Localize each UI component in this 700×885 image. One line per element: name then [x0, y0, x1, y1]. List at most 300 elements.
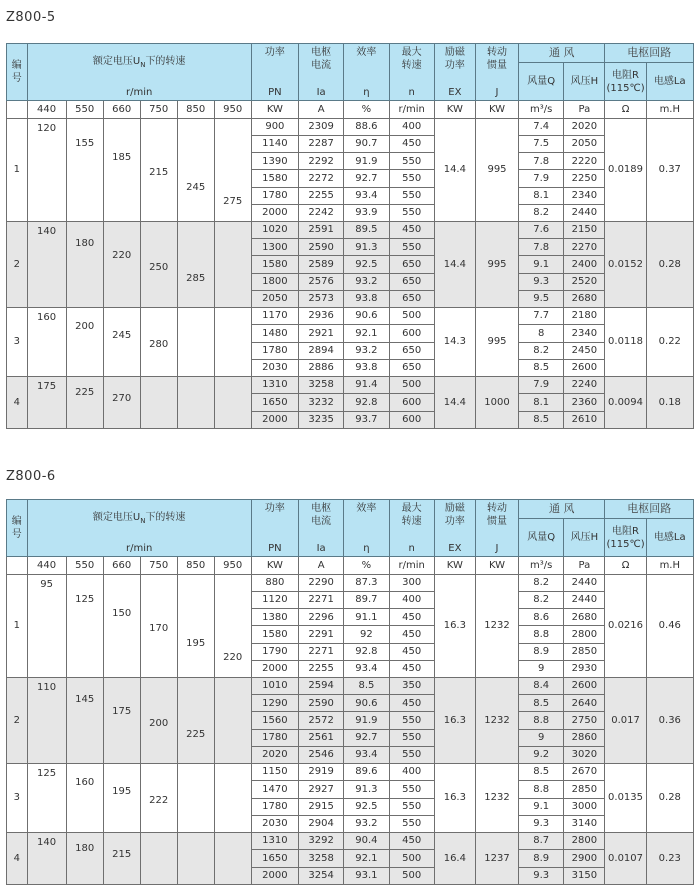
power-value: 1780 — [251, 729, 298, 746]
header-inductance: 电感La — [646, 63, 693, 101]
unit-inertia: KW — [475, 557, 518, 575]
airflow-value: 8.8 — [519, 712, 564, 729]
current-value: 2576 — [299, 273, 344, 290]
power-value: 2050 — [251, 290, 298, 307]
inductance-value: 0.37 — [646, 119, 693, 222]
efficiency-value: 8.5 — [344, 678, 389, 695]
header-number-unit — [7, 557, 28, 575]
power-value: 1580 — [251, 256, 298, 273]
efficiency-value: 93.7 — [344, 411, 389, 428]
header-resistance-label: 电阻R (115℃) — [606, 525, 645, 550]
unit-eff: % — [344, 557, 389, 575]
current-value: 2272 — [299, 170, 344, 187]
power-value: 1290 — [251, 695, 298, 712]
current-value: 3292 — [299, 833, 344, 850]
header-number-label: 编 号 — [11, 60, 22, 84]
pressure-value: 2250 — [564, 170, 605, 187]
pressure-value: 2670 — [564, 764, 605, 781]
rated-speed-cell — [214, 222, 251, 308]
airflow-value: 8.1 — [519, 394, 564, 411]
efficiency-value: 90.4 — [344, 833, 389, 850]
airflow-value: 7.7 — [519, 308, 564, 325]
rated-speed-cell — [214, 575, 251, 678]
efficiency-value: 91.1 — [344, 609, 389, 626]
power-value: 1650 — [251, 394, 298, 411]
rated-speed: 225 — [186, 729, 206, 741]
speed-unit: r/min — [125, 542, 153, 554]
max-speed-value: 600 — [389, 411, 434, 428]
power-value: 1580 — [251, 170, 298, 187]
header-resistance — [605, 519, 646, 557]
header-number — [7, 500, 28, 557]
rated-speed-cell — [27, 119, 66, 222]
unit-power: KW — [251, 557, 298, 575]
header-current-symbol: Ia — [316, 86, 326, 98]
rated-speed-cell — [177, 764, 214, 833]
airflow-value: 9.3 — [519, 867, 564, 884]
header-efficiency-label: 效率 — [356, 503, 377, 514]
efficiency-value: 93.2 — [344, 342, 389, 359]
rated-speed: 250 — [149, 261, 169, 273]
rated-speed: 140 — [37, 837, 57, 848]
max-speed-value: 600 — [389, 394, 434, 411]
airflow-value: 8.8 — [519, 626, 564, 643]
rated-speed-cell — [27, 377, 66, 429]
rated-speed-cell — [140, 222, 177, 308]
efficiency-value: 93.4 — [344, 187, 389, 204]
inductance-value: 0.28 — [646, 222, 693, 308]
rated-speed: 195 — [112, 786, 132, 797]
header-excitation — [434, 500, 475, 557]
unit-excite: KW — [434, 557, 475, 575]
rated-speed: 280 — [149, 339, 169, 350]
rated-speed-cell — [140, 308, 177, 377]
rated-speed-cell — [177, 678, 214, 764]
header-current-label: 电枢 电流 — [311, 503, 332, 527]
unit-excite: KW — [434, 101, 475, 119]
header-excitation-symbol: EX — [448, 542, 462, 554]
efficiency-value: 91.3 — [344, 781, 389, 798]
rated-speed: 215 — [149, 167, 169, 178]
speed-title-main: 额定电压U — [92, 512, 141, 523]
header-inertia — [475, 500, 518, 557]
spec-table — [6, 43, 694, 429]
max-speed-value: 550 — [389, 239, 434, 256]
pressure-value: 2440 — [564, 204, 605, 221]
power-value: 2000 — [251, 867, 298, 884]
airflow-value: 7.8 — [519, 153, 564, 170]
rated-speed-cell — [103, 119, 140, 222]
rated-speed-cell — [66, 222, 103, 308]
header-current-symbol: Ia — [316, 542, 326, 554]
header-inductance: 电感La — [646, 519, 693, 557]
group-number: 3 — [7, 308, 28, 377]
airflow-value: 8 — [519, 325, 564, 342]
rated-speed: 220 — [112, 249, 132, 261]
inertia-value: 1232 — [475, 678, 518, 764]
max-speed-value: 400 — [389, 119, 434, 136]
airflow-value: 9 — [519, 660, 564, 677]
inductance-value: 0.36 — [646, 678, 693, 764]
airflow-value: 8.5 — [519, 764, 564, 781]
unit-inductance: m.H — [646, 101, 693, 119]
rated-speed-cell — [103, 833, 140, 885]
power-value: 1780 — [251, 342, 298, 359]
max-speed-value: 450 — [389, 833, 434, 850]
max-speed-value: 350 — [389, 678, 434, 695]
header-ventilation: 通 风 — [519, 44, 605, 63]
unit-resistance: Ω — [605, 557, 646, 575]
airflow-value: 9.2 — [519, 746, 564, 763]
pressure-value: 2640 — [564, 695, 605, 712]
efficiency-value: 91.9 — [344, 712, 389, 729]
max-speed-value: 650 — [389, 273, 434, 290]
power-value: 1010 — [251, 678, 298, 695]
airflow-value: 7.9 — [519, 170, 564, 187]
pressure-value: 2340 — [564, 187, 605, 204]
rated-speed: 155 — [75, 137, 95, 149]
efficiency-value: 87.3 — [344, 575, 389, 592]
max-speed-value: 550 — [389, 815, 434, 832]
current-value: 2919 — [299, 764, 344, 781]
pressure-value: 2800 — [564, 626, 605, 643]
airflow-value: 9.3 — [519, 273, 564, 290]
header-inertia-symbol: J — [495, 542, 499, 554]
rated-speed: 145 — [75, 693, 95, 705]
power-value: 1150 — [251, 764, 298, 781]
power-value: 1300 — [251, 239, 298, 256]
current-value: 3258 — [299, 850, 344, 867]
header-ventilation: 通 风 — [519, 500, 605, 519]
power-value: 1790 — [251, 643, 298, 660]
current-value: 2546 — [299, 746, 344, 763]
header-current — [299, 500, 344, 557]
rated-speed-cell — [103, 377, 140, 429]
power-value: 1170 — [251, 308, 298, 325]
table-row — [7, 119, 694, 136]
inertia-value: 1000 — [475, 377, 518, 429]
rated-speed-cell — [27, 833, 66, 885]
inductance-value: 0.23 — [646, 833, 693, 885]
voltage-750: 750 — [140, 557, 177, 575]
efficiency-value: 89.6 — [344, 764, 389, 781]
header-excitation — [434, 44, 475, 101]
unit-maxspeed: r/min — [389, 101, 434, 119]
power-value: 900 — [251, 119, 298, 136]
airflow-value: 8.2 — [519, 204, 564, 221]
max-speed-value: 550 — [389, 170, 434, 187]
power-value: 2020 — [251, 746, 298, 763]
current-value: 2927 — [299, 781, 344, 798]
current-value: 2936 — [299, 308, 344, 325]
rated-speed: 125 — [37, 768, 57, 779]
pressure-value: 2150 — [564, 222, 605, 239]
airflow-value: 8.4 — [519, 678, 564, 695]
pressure-value: 2610 — [564, 411, 605, 428]
pressure-value: 2020 — [564, 119, 605, 136]
current-value: 2591 — [299, 222, 344, 239]
excitation-value: 16.3 — [434, 764, 475, 833]
inertia-value: 1232 — [475, 764, 518, 833]
header-power — [251, 44, 298, 101]
unit-pressure: Pa — [564, 101, 605, 119]
efficiency-value: 89.5 — [344, 222, 389, 239]
power-value: 2000 — [251, 411, 298, 428]
unit-resistance: Ω — [605, 101, 646, 119]
max-speed-value: 550 — [389, 153, 434, 170]
resistance-value: 0.0107 — [605, 833, 646, 885]
header-power-symbol: PN — [268, 542, 282, 554]
max-speed-value: 550 — [389, 781, 434, 798]
power-value: 1310 — [251, 833, 298, 850]
table-row — [7, 222, 694, 239]
max-speed-value: 450 — [389, 609, 434, 626]
unit-eff: % — [344, 101, 389, 119]
max-speed-value: 450 — [389, 643, 434, 660]
efficiency-value: 93.9 — [344, 204, 389, 221]
rated-speed: 110 — [37, 682, 57, 693]
header-excitation-symbol: EX — [448, 86, 462, 98]
header-efficiency-label: 效率 — [356, 47, 377, 58]
efficiency-value: 92.1 — [344, 325, 389, 342]
current-value: 2287 — [299, 136, 344, 153]
rated-speed: 200 — [149, 717, 169, 729]
rated-speed-cell — [27, 308, 66, 377]
current-value: 2292 — [299, 153, 344, 170]
inertia-value: 995 — [475, 308, 518, 377]
rated-speed-cell — [140, 377, 177, 429]
efficiency-value: 89.7 — [344, 592, 389, 609]
pressure-value: 2440 — [564, 575, 605, 592]
voltage-950: 950 — [214, 101, 251, 119]
max-speed-value: 550 — [389, 712, 434, 729]
rated-speed: 225 — [75, 387, 95, 399]
unit-inductance: m.H — [646, 557, 693, 575]
max-speed-value: 550 — [389, 187, 434, 204]
header-max-speed-symbol: n — [408, 542, 415, 554]
header-resistance-label: 电阻R (115℃) — [606, 69, 645, 94]
inertia-value: 1237 — [475, 833, 518, 885]
rated-speed-cell — [27, 575, 66, 678]
efficiency-value: 92.8 — [344, 394, 389, 411]
rated-speed-cell — [214, 678, 251, 764]
header-speed — [27, 500, 251, 557]
rated-speed: 175 — [112, 705, 132, 717]
rated-speed-cell — [66, 678, 103, 764]
table-row — [7, 377, 694, 394]
airflow-value: 8.5 — [519, 359, 564, 376]
max-speed-value: 400 — [389, 592, 434, 609]
rated-speed: 195 — [186, 637, 206, 649]
header-inertia-symbol: J — [495, 86, 499, 98]
table-row — [7, 833, 694, 850]
max-speed-value: 450 — [389, 626, 434, 643]
header-speed — [27, 44, 251, 101]
speed-title-sub: N — [140, 61, 146, 69]
airflow-value: 8.2 — [519, 592, 564, 609]
rated-speed: 222 — [149, 795, 169, 806]
efficiency-value: 93.4 — [344, 660, 389, 677]
efficiency-value: 92 — [344, 626, 389, 643]
current-value: 2561 — [299, 729, 344, 746]
group-number: 4 — [7, 833, 28, 885]
model-title: Z800-6 — [6, 469, 56, 484]
efficiency-value: 91.9 — [344, 153, 389, 170]
efficiency-value: 92.7 — [344, 170, 389, 187]
max-speed-value: 450 — [389, 695, 434, 712]
power-value: 2030 — [251, 359, 298, 376]
speed-title-sub: N — [140, 517, 146, 525]
efficiency-value: 92.5 — [344, 798, 389, 815]
current-value: 2589 — [299, 256, 344, 273]
current-value: 2894 — [299, 342, 344, 359]
current-value: 2594 — [299, 678, 344, 695]
rated-speed: 275 — [223, 196, 243, 208]
pressure-value: 2340 — [564, 325, 605, 342]
power-value: 1800 — [251, 273, 298, 290]
airflow-value: 8.5 — [519, 411, 564, 428]
voltage-440: 440 — [27, 557, 66, 575]
pressure-value: 2440 — [564, 592, 605, 609]
header-inertia-label: 转动 惯量 — [487, 503, 507, 527]
rated-speed: 95 — [40, 579, 53, 590]
rated-speed: 245 — [186, 181, 206, 193]
rated-speed: 170 — [149, 623, 169, 634]
speed-title-main: 额定电压U — [92, 56, 141, 67]
header-resistance — [605, 63, 646, 101]
pressure-value: 2860 — [564, 729, 605, 746]
rated-speed: 285 — [186, 273, 206, 285]
efficiency-value: 91.3 — [344, 239, 389, 256]
efficiency-value: 92.7 — [344, 729, 389, 746]
unit-inertia: KW — [475, 101, 518, 119]
rated-speed: 140 — [37, 226, 57, 237]
efficiency-value: 93.2 — [344, 815, 389, 832]
power-value: 1480 — [251, 325, 298, 342]
pressure-value: 2180 — [564, 308, 605, 325]
current-value: 2242 — [299, 204, 344, 221]
inertia-value: 1232 — [475, 575, 518, 678]
efficiency-value: 93.8 — [344, 359, 389, 376]
current-value: 3235 — [299, 411, 344, 428]
pressure-value: 2680 — [564, 290, 605, 307]
max-speed-value: 450 — [389, 136, 434, 153]
max-speed-value: 550 — [389, 746, 434, 763]
rated-speed-cell — [103, 575, 140, 678]
airflow-value: 7.6 — [519, 222, 564, 239]
max-speed-value: 450 — [389, 222, 434, 239]
current-value: 2255 — [299, 187, 344, 204]
spec-table — [6, 499, 694, 885]
power-value: 1650 — [251, 850, 298, 867]
voltage-660: 660 — [103, 557, 140, 575]
airflow-value: 7.9 — [519, 377, 564, 394]
group-number: 1 — [7, 575, 28, 678]
excitation-value: 16.4 — [434, 833, 475, 885]
excitation-value: 14.4 — [434, 119, 475, 222]
power-value: 1140 — [251, 136, 298, 153]
rated-speed-cell — [103, 222, 140, 308]
power-value: 1390 — [251, 153, 298, 170]
max-speed-value: 300 — [389, 575, 434, 592]
airflow-value: 8.9 — [519, 850, 564, 867]
header-inertia-label: 转动 惯量 — [487, 47, 507, 71]
voltage-850: 850 — [177, 101, 214, 119]
current-value: 3232 — [299, 394, 344, 411]
max-speed-value: 500 — [389, 377, 434, 394]
pressure-value: 2930 — [564, 660, 605, 677]
pressure-value: 2600 — [564, 359, 605, 376]
header-power-label: 功率 — [264, 47, 285, 58]
rated-speed-cell — [140, 833, 177, 885]
pressure-value: 2680 — [564, 609, 605, 626]
current-value: 2590 — [299, 239, 344, 256]
model-title: Z800-5 — [6, 10, 56, 25]
header-number — [7, 44, 28, 101]
resistance-value: 0.0094 — [605, 377, 646, 429]
pressure-value: 2900 — [564, 850, 605, 867]
max-speed-value: 550 — [389, 798, 434, 815]
efficiency-value: 90.6 — [344, 308, 389, 325]
pressure-value: 2750 — [564, 712, 605, 729]
pressure-value: 2600 — [564, 678, 605, 695]
current-value: 2271 — [299, 643, 344, 660]
header-power — [251, 500, 298, 557]
max-speed-value: 650 — [389, 359, 434, 376]
rated-speed: 180 — [75, 237, 95, 249]
rated-speed-cell — [27, 678, 66, 764]
rated-speed-cell — [140, 678, 177, 764]
rated-speed-cell — [177, 833, 214, 885]
airflow-value: 8.1 — [519, 187, 564, 204]
current-value: 2921 — [299, 325, 344, 342]
inductance-value: 0.18 — [646, 377, 693, 429]
rated-speed: 220 — [223, 652, 243, 664]
header-efficiency-symbol: η — [363, 542, 370, 554]
excitation-value: 14.3 — [434, 308, 475, 377]
rated-speed-cell — [140, 764, 177, 833]
efficiency-value: 93.2 — [344, 273, 389, 290]
unit-current: A — [299, 557, 344, 575]
excitation-value: 16.3 — [434, 678, 475, 764]
header-power-label: 功率 — [264, 503, 285, 514]
pressure-value: 2850 — [564, 781, 605, 798]
max-speed-value: 650 — [389, 290, 434, 307]
rated-speed-cell — [214, 764, 251, 833]
header-max-speed-symbol: n — [408, 86, 415, 98]
current-value: 2590 — [299, 695, 344, 712]
max-speed-value: 450 — [389, 660, 434, 677]
table-row — [7, 764, 694, 781]
pressure-value: 2450 — [564, 342, 605, 359]
pressure-value: 2400 — [564, 256, 605, 273]
airflow-value: 9 — [519, 729, 564, 746]
pressure-value: 2240 — [564, 377, 605, 394]
rated-speed: 180 — [75, 843, 95, 855]
unit-pressure: Pa — [564, 557, 605, 575]
header-efficiency — [344, 44, 389, 101]
table-row — [7, 678, 694, 695]
airflow-value: 8.7 — [519, 833, 564, 850]
header-power-symbol: PN — [268, 86, 282, 98]
efficiency-value: 92.1 — [344, 850, 389, 867]
header-max-speed — [389, 500, 434, 557]
rated-speed-cell — [66, 575, 103, 678]
rated-speed-cell — [27, 764, 66, 833]
power-value: 2030 — [251, 815, 298, 832]
resistance-value: 0.0118 — [605, 308, 646, 377]
max-speed-value: 600 — [389, 325, 434, 342]
